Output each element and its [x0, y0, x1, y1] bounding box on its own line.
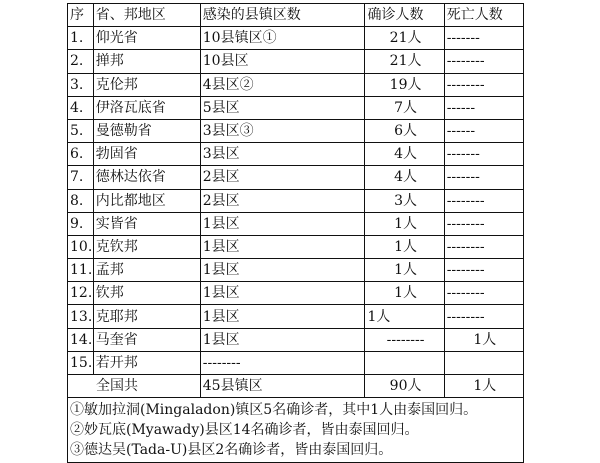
footnotes [68, 398, 524, 463]
cell-region: 孟邦 [93, 259, 200, 282]
cell-confirmed: 19人 [365, 73, 444, 96]
cell-no: 12. [68, 282, 94, 305]
cell-deaths: -------- [444, 235, 523, 258]
cell-region: 仰光省 [93, 27, 200, 50]
cell-no: 10. [68, 235, 94, 258]
cell-townships: 1县区 [200, 235, 365, 258]
table-row [68, 282, 524, 305]
table-row [68, 189, 524, 212]
table-row [68, 259, 524, 282]
cell-deaths: -------- [444, 212, 523, 235]
cell-confirmed: 6人 [365, 119, 444, 142]
cell-townships: 3县区 [200, 143, 365, 166]
cell-region: 伊洛瓦底省 [93, 96, 200, 119]
cell-deaths: -------- [444, 50, 523, 73]
cell-townships: 1县区 [200, 305, 365, 328]
cell-region: 若开邦 [93, 351, 200, 374]
cell-no: 14. [68, 328, 94, 351]
cell-region: 曼德勒省 [93, 119, 200, 142]
total-deaths: 1人 [444, 375, 523, 398]
cell-confirmed: 3人 [365, 189, 444, 212]
cell-deaths: -------- [444, 259, 523, 282]
header-deaths: 死亡人数 [444, 4, 523, 27]
cell-deaths: ------- [444, 143, 523, 166]
footnote-1: ①敏加拉洞(Mingaladon)镇区5名确诊者，其中1人由泰国回归。 [70, 402, 478, 419]
cell-deaths: -------- [444, 73, 523, 96]
cell-region: 掸邦 [93, 50, 200, 73]
table-row [68, 351, 524, 374]
table-row [68, 328, 524, 351]
cell-confirmed: 4人 [365, 143, 444, 166]
table-row [68, 96, 524, 119]
cell-no: 9. [68, 212, 94, 235]
cell-no: 1. [68, 27, 94, 50]
table-row [68, 166, 524, 189]
cell-confirmed: 1人 [365, 282, 444, 305]
table-row [68, 50, 524, 73]
cell-deaths: ------ [444, 96, 523, 119]
cell-townships: 1县区 [200, 212, 365, 235]
table-row [68, 119, 524, 142]
cell-townships: 2县区 [200, 189, 365, 212]
cell-confirmed: 1人 [365, 212, 444, 235]
header-townships: 感染的县镇区数 [200, 4, 365, 27]
covid-stats-table [67, 3, 524, 463]
cell-confirmed: 7人 [365, 96, 444, 119]
cell-deaths: 1人 [444, 328, 523, 351]
cell-region: 内比都地区 [93, 189, 200, 212]
cell-deaths [444, 351, 523, 374]
cell-confirmed: 21人 [365, 27, 444, 50]
cell-confirmed: -------- [365, 328, 444, 351]
table-header-row [68, 4, 524, 27]
table-row [68, 212, 524, 235]
cell-region: 勃固省 [93, 143, 200, 166]
cell-confirmed: 1人 [365, 259, 444, 282]
cell-townships: 10县区 [200, 50, 365, 73]
cell-region: 克伦邦 [93, 73, 200, 96]
cell-townships: 1县区 [200, 328, 365, 351]
cell-no: 3. [68, 73, 94, 96]
total-townships: 45县镇区 [200, 375, 365, 398]
table-row [68, 305, 524, 328]
cell-no: 7. [68, 166, 94, 189]
cell-deaths: ------ [444, 119, 523, 142]
cell-townships: -------- [200, 351, 365, 374]
cell-confirmed: 1人 [365, 305, 444, 328]
cell-townships: 1县区 [200, 282, 365, 305]
cell-townships: 1县区 [200, 259, 365, 282]
footnote-3: ③德达吴(Tada-U)县区2名确诊者，皆由泰国回归。 [70, 442, 393, 459]
cell-deaths: ------- [444, 27, 523, 50]
cell-region: 马奎省 [93, 328, 200, 351]
cell-deaths: -------- [444, 305, 523, 328]
cell-confirmed: 1人 [365, 235, 444, 258]
total-label: 全国共 [68, 375, 201, 398]
cell-no: 6. [68, 143, 94, 166]
cell-townships: 2县区 [200, 166, 365, 189]
cell-deaths: ------- [444, 166, 523, 189]
cell-region: 实皆省 [93, 212, 200, 235]
table-row [68, 143, 524, 166]
cell-confirmed [365, 351, 444, 374]
footnote-2: ②妙瓦底(Myawady)县区14名确诊者，皆由泰国回归。 [70, 422, 419, 439]
cell-townships: 5县区 [200, 96, 365, 119]
cell-townships: 10县镇区① [200, 27, 365, 50]
cell-deaths: -------- [444, 189, 523, 212]
cell-deaths: -------- [444, 282, 523, 305]
header-region: 省、邦地区 [93, 4, 200, 27]
cell-no: 11. [68, 259, 94, 282]
cell-townships: 4县区② [200, 73, 365, 96]
notes-row [68, 398, 524, 463]
cell-confirmed: 4人 [365, 166, 444, 189]
cell-no: 15. [68, 351, 94, 374]
cell-confirmed: 21人 [365, 50, 444, 73]
cell-no: 8. [68, 189, 94, 212]
table-row [68, 235, 524, 258]
cell-region: 钦邦 [93, 282, 200, 305]
cell-no: 13. [68, 305, 94, 328]
header-no: 序 [68, 4, 94, 27]
header-confirmed: 确诊人数 [365, 4, 444, 27]
cell-region: 克耶邦 [93, 305, 200, 328]
table-row [68, 73, 524, 96]
cell-no: 4. [68, 96, 94, 119]
total-confirmed: 90人 [365, 375, 444, 398]
cell-region: 克钦邦 [93, 235, 200, 258]
cell-region: 德林达依省 [93, 166, 200, 189]
table-row [68, 27, 524, 50]
total-row [68, 375, 524, 398]
cell-no: 5. [68, 119, 94, 142]
cell-no: 2. [68, 50, 94, 73]
cell-townships: 3县区③ [200, 119, 365, 142]
